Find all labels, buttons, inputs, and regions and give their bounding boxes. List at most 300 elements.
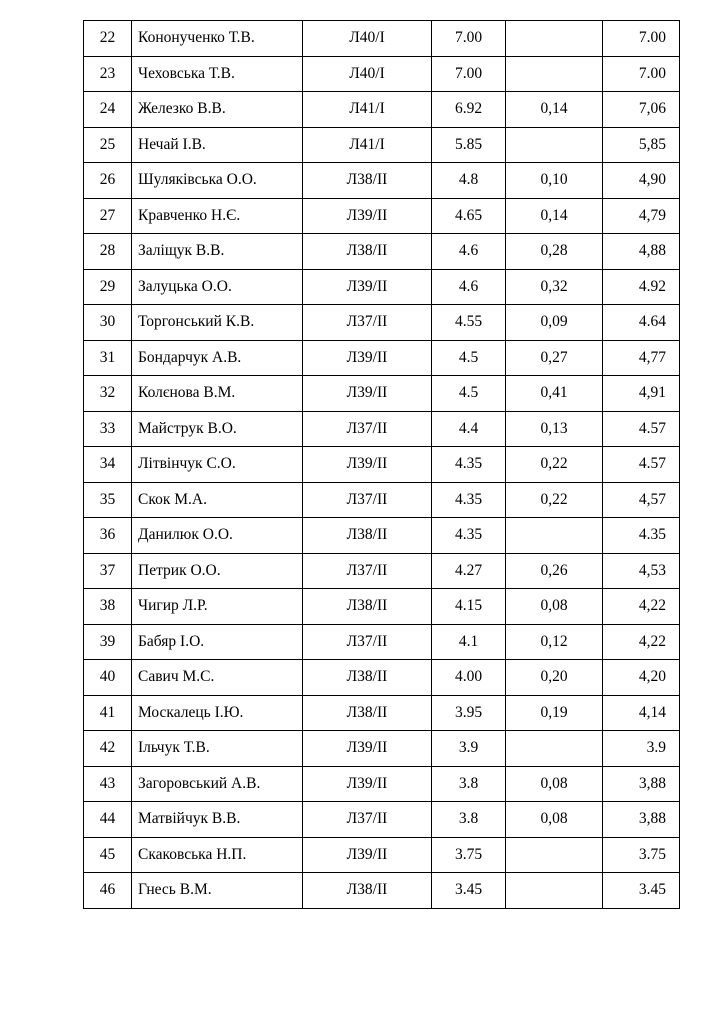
row-number: 43 — [99, 774, 116, 792]
bonus-cell — [506, 873, 603, 909]
group-code: Л40/І — [349, 29, 385, 46]
student-name: Шуляківська О.О. — [138, 171, 257, 188]
score-cell — [432, 163, 506, 199]
total: 3.45 — [638, 881, 666, 898]
row-number: 40 — [99, 668, 116, 685]
score-cell — [432, 269, 506, 305]
bonus — [506, 731, 602, 740]
total-cell — [603, 21, 680, 57]
row-number-cell — [84, 482, 132, 518]
group-code-cell — [303, 695, 432, 731]
score-cell — [432, 802, 506, 838]
row-number: 32 — [99, 384, 116, 401]
score-cell — [432, 56, 506, 92]
group-code: Л38/ІІ — [346, 171, 388, 188]
group-code-cell — [303, 873, 432, 909]
group-code: Л39/ІІ — [346, 348, 388, 366]
bonus — [506, 57, 602, 66]
row-number: 44 — [99, 810, 116, 827]
student-name-cell — [132, 482, 303, 518]
student-name: Бабяр І.О. — [138, 632, 205, 650]
row-number-cell — [84, 340, 132, 376]
group-code: Л39/ІІ — [346, 774, 388, 792]
row-number-cell — [84, 163, 132, 199]
row-number-cell — [84, 589, 132, 625]
student-name-cell — [132, 553, 303, 589]
score: 3.9 — [458, 739, 479, 756]
bonus-cell — [506, 482, 603, 518]
bonus: 0,08 — [540, 597, 568, 614]
row-number-cell — [84, 873, 132, 909]
student-name-cell — [132, 447, 303, 483]
group-code: Л37/ІІ — [346, 810, 388, 827]
student-name: Колєнова В.М. — [138, 384, 236, 401]
table-row — [84, 695, 680, 731]
total: 4.92 — [638, 277, 666, 295]
row-number: 41 — [99, 703, 116, 721]
total: 4.57 — [638, 455, 666, 472]
student-name-cell — [132, 766, 303, 802]
student-name-cell — [132, 731, 303, 767]
score: 4.6 — [458, 242, 479, 259]
group-code-cell — [303, 553, 432, 589]
table-row — [84, 660, 680, 696]
total: 4.35 — [638, 526, 666, 543]
bonus: 0,28 — [540, 242, 568, 259]
group-code: Л39/ІІ — [346, 384, 388, 401]
table-row — [84, 269, 680, 305]
table-row — [84, 411, 680, 447]
student-name: Залуцька О.О. — [138, 277, 232, 295]
score-cell — [432, 873, 506, 909]
bonus-cell — [506, 198, 603, 234]
student-name-cell — [132, 56, 303, 92]
student-name-cell — [132, 198, 303, 234]
student-name: Савич М.С. — [138, 668, 215, 685]
total: 3,88 — [638, 810, 666, 827]
total-cell — [603, 589, 680, 625]
bonus: 0,19 — [540, 703, 568, 721]
score: 3.8 — [458, 774, 479, 792]
table-row — [84, 127, 680, 163]
group-code-cell — [303, 482, 432, 518]
bonus: 0,08 — [540, 810, 568, 827]
score: 5.85 — [454, 135, 483, 153]
total-cell — [603, 305, 680, 341]
student-name: Ільчук Т.В. — [138, 739, 210, 756]
table-row — [84, 518, 680, 554]
score-cell — [432, 731, 506, 767]
total-cell — [603, 163, 680, 199]
student-name-cell — [132, 411, 303, 447]
group-code: Л39/ІІ — [346, 277, 388, 295]
row-number: 46 — [99, 881, 116, 898]
grades-table — [83, 20, 680, 909]
score: 3.45 — [454, 881, 483, 898]
table-row — [84, 92, 680, 128]
group-code-cell — [303, 411, 432, 447]
total: 3.75 — [638, 845, 666, 863]
row-number-cell — [84, 766, 132, 802]
group-code-cell — [303, 340, 432, 376]
bonus-cell — [506, 340, 603, 376]
student-name: Железко В.В. — [138, 100, 226, 117]
row-number: 33 — [99, 419, 116, 437]
student-name-cell — [132, 837, 303, 873]
bonus-cell — [506, 589, 603, 625]
student-name: Майструк В.О. — [138, 419, 237, 437]
row-number-cell — [84, 553, 132, 589]
total: 4,22 — [638, 632, 666, 650]
bonus: 0,12 — [540, 632, 568, 650]
row-number: 28 — [99, 242, 116, 259]
table-row — [84, 731, 680, 767]
student-name: Заліщук В.В. — [138, 242, 225, 259]
score: 4.5 — [458, 348, 479, 366]
bonus-cell — [506, 21, 603, 57]
row-number: 22 — [99, 29, 116, 46]
student-name-cell — [132, 624, 303, 660]
total: 4,14 — [638, 703, 666, 721]
score-cell — [432, 305, 506, 341]
row-number: 24 — [99, 100, 116, 117]
bonus-cell — [506, 376, 603, 412]
group-code-cell — [303, 21, 432, 57]
student-name: Скок М.А. — [138, 490, 207, 508]
bonus-cell — [506, 163, 603, 199]
row-number-cell — [84, 837, 132, 873]
row-number-cell — [84, 376, 132, 412]
group-code-cell — [303, 837, 432, 873]
student-name: Нечай І.В. — [138, 135, 206, 153]
group-code-cell — [303, 660, 432, 696]
group-code-cell — [303, 731, 432, 767]
bonus: 0,41 — [540, 384, 568, 401]
group-code-cell — [303, 92, 432, 128]
student-name-cell — [132, 802, 303, 838]
total-cell — [603, 411, 680, 447]
score: 4.65 — [454, 206, 483, 224]
student-name: Бондарчук А.В. — [138, 348, 242, 366]
row-number: 25 — [99, 135, 116, 153]
row-number-cell — [84, 660, 132, 696]
group-code-cell — [303, 624, 432, 660]
student-name: Гнесь В.М. — [138, 881, 212, 898]
bonus-cell — [506, 660, 603, 696]
total-cell — [603, 127, 680, 163]
bonus-cell — [506, 127, 603, 163]
table-row — [84, 163, 680, 199]
total: 4,79 — [638, 206, 666, 224]
score: 6.92 — [454, 100, 483, 117]
score-cell — [432, 234, 506, 270]
group-code: Л38/ІІ — [346, 526, 388, 543]
group-code: Л40/І — [349, 64, 385, 82]
score: 4.55 — [454, 313, 483, 330]
score-cell — [432, 837, 506, 873]
bonus-cell — [506, 411, 603, 447]
bonus-cell — [506, 695, 603, 731]
score-cell — [432, 766, 506, 802]
total: 4,22 — [638, 597, 666, 614]
bonus-cell — [506, 56, 603, 92]
student-name-cell — [132, 376, 303, 412]
bonus: 0,27 — [540, 348, 568, 366]
total-cell — [603, 837, 680, 873]
group-code: Л39/ІІ — [346, 739, 388, 756]
score-cell — [432, 92, 506, 128]
group-code-cell — [303, 589, 432, 625]
group-code-cell — [303, 269, 432, 305]
score-cell — [432, 518, 506, 554]
table-row — [84, 56, 680, 92]
bonus — [506, 21, 602, 30]
group-code-cell — [303, 234, 432, 270]
bonus: 0,08 — [540, 774, 568, 792]
total: 4,20 — [638, 668, 666, 685]
total: 3,88 — [638, 774, 666, 792]
score-cell — [432, 127, 506, 163]
group-code: Л37/ІІ — [346, 313, 388, 330]
student-name-cell — [132, 163, 303, 199]
total-cell — [603, 447, 680, 483]
bonus: 0,14 — [540, 206, 568, 224]
table-row — [84, 305, 680, 341]
group-code-cell — [303, 56, 432, 92]
bonus-cell — [506, 92, 603, 128]
score: 7.00 — [454, 64, 483, 82]
score: 4.35 — [454, 455, 483, 472]
student-name-cell — [132, 269, 303, 305]
student-name: Кравченко Н.Є. — [138, 206, 241, 224]
row-number-cell — [84, 92, 132, 128]
total: 4.57 — [638, 419, 666, 437]
row-number: 39 — [99, 632, 116, 650]
score-cell — [432, 376, 506, 412]
table-row — [84, 802, 680, 838]
row-number-cell — [84, 802, 132, 838]
row-number: 26 — [99, 171, 116, 188]
group-code-cell — [303, 127, 432, 163]
score-cell — [432, 21, 506, 57]
student-name-cell — [132, 589, 303, 625]
student-name-cell — [132, 873, 303, 909]
student-name: Загоровський А.В. — [138, 774, 261, 792]
row-number-cell — [84, 21, 132, 57]
student-name: Літвінчук С.О. — [138, 455, 236, 472]
table-row — [84, 234, 680, 270]
row-number-cell — [84, 624, 132, 660]
row-number: 34 — [99, 455, 116, 472]
score-cell — [432, 695, 506, 731]
group-code-cell — [303, 518, 432, 554]
table-row — [84, 837, 680, 873]
row-number-cell — [84, 695, 132, 731]
score: 4.6 — [458, 277, 479, 295]
total: 4.64 — [638, 313, 666, 330]
total: 4,57 — [638, 490, 666, 508]
bonus-cell — [506, 234, 603, 270]
bonus-cell — [506, 305, 603, 341]
bonus: 0,22 — [540, 490, 568, 508]
bonus — [506, 873, 602, 882]
student-name: Кононученко Т.В. — [138, 29, 255, 46]
score: 7.00 — [454, 29, 483, 46]
bonus-cell — [506, 553, 603, 589]
score: 4.4 — [458, 419, 479, 437]
table-row — [84, 198, 680, 234]
student-name-cell — [132, 234, 303, 270]
total: 7.00 — [638, 29, 666, 46]
total: 3.9 — [646, 739, 666, 756]
student-name: Матвійчук В.В. — [138, 810, 241, 827]
row-number: 45 — [99, 845, 116, 863]
row-number: 27 — [99, 206, 116, 224]
bonus: 0,26 — [540, 561, 568, 579]
group-code: Л39/ІІ — [346, 206, 388, 224]
table-row — [84, 482, 680, 518]
bonus: 0,13 — [540, 419, 568, 437]
total-cell — [603, 766, 680, 802]
score: 4.15 — [454, 597, 483, 614]
group-code: Л39/ІІ — [346, 845, 388, 863]
total: 5,85 — [638, 135, 666, 153]
total: 7,06 — [638, 100, 666, 117]
total-cell — [603, 873, 680, 909]
total-cell — [603, 624, 680, 660]
group-code: Л41/І — [349, 135, 385, 153]
bonus: 0,22 — [540, 455, 568, 472]
score-cell — [432, 340, 506, 376]
group-code-cell — [303, 163, 432, 199]
total-cell — [603, 518, 680, 554]
group-code: Л39/ІІ — [346, 455, 388, 472]
bonus: 0,14 — [540, 100, 568, 117]
bonus — [506, 518, 602, 527]
total-cell — [603, 269, 680, 305]
student-name: Данилюк О.О. — [138, 526, 233, 543]
table-row — [84, 589, 680, 625]
total-cell — [603, 56, 680, 92]
total-cell — [603, 802, 680, 838]
bonus-cell — [506, 447, 603, 483]
table-row — [84, 447, 680, 483]
score-cell — [432, 624, 506, 660]
table-row — [84, 873, 680, 909]
row-number-cell — [84, 269, 132, 305]
score-cell — [432, 482, 506, 518]
row-number: 35 — [99, 490, 116, 508]
bonus: 0,32 — [540, 277, 568, 295]
row-number-cell — [84, 518, 132, 554]
row-number: 42 — [99, 739, 116, 756]
total-cell — [603, 482, 680, 518]
student-name-cell — [132, 518, 303, 554]
total: 4,88 — [638, 242, 666, 259]
group-code: Л41/І — [349, 100, 385, 117]
total-cell — [603, 660, 680, 696]
student-name-cell — [132, 92, 303, 128]
score: 4.35 — [454, 526, 483, 543]
score-cell — [432, 198, 506, 234]
group-code: Л38/ІІ — [346, 668, 388, 685]
student-name: Торгонський К.В. — [138, 313, 255, 330]
total: 7.00 — [638, 64, 666, 82]
student-name: Скаковська Н.П. — [138, 845, 247, 863]
student-name-cell — [132, 660, 303, 696]
group-code: Л37/ІІ — [346, 419, 388, 437]
total-cell — [603, 234, 680, 270]
bonus — [506, 838, 602, 847]
total: 4,90 — [638, 171, 666, 188]
score-cell — [432, 553, 506, 589]
total-cell — [603, 731, 680, 767]
grades-table-body — [84, 21, 680, 909]
row-number: 31 — [99, 348, 116, 366]
bonus-cell — [506, 837, 603, 873]
score-cell — [432, 447, 506, 483]
score: 4.8 — [458, 171, 479, 188]
score: 4.5 — [458, 384, 479, 401]
group-code-cell — [303, 305, 432, 341]
row-number: 29 — [99, 277, 116, 295]
row-number: 36 — [99, 526, 116, 543]
row-number: 23 — [99, 64, 116, 82]
student-name-cell — [132, 21, 303, 57]
bonus-cell — [506, 269, 603, 305]
score: 4.00 — [454, 668, 483, 685]
group-code: Л38/ІІ — [346, 597, 388, 614]
bonus: 0,09 — [540, 313, 568, 330]
bonus-cell — [506, 518, 603, 554]
group-code: Л38/ІІ — [346, 881, 388, 898]
table-row — [84, 553, 680, 589]
score: 4.27 — [454, 561, 483, 579]
score: 3.95 — [454, 703, 483, 721]
table-row — [84, 376, 680, 412]
row-number: 37 — [99, 561, 116, 579]
score: 4.1 — [458, 632, 479, 650]
bonus-cell — [506, 802, 603, 838]
student-name-cell — [132, 340, 303, 376]
student-name: Чигир Л.Р. — [138, 597, 208, 614]
bonus-cell — [506, 766, 603, 802]
group-code: Л37/ІІ — [346, 561, 388, 579]
total-cell — [603, 198, 680, 234]
total-cell — [603, 340, 680, 376]
score: 3.8 — [458, 810, 479, 827]
bonus-cell — [506, 624, 603, 660]
row-number: 30 — [99, 313, 116, 330]
total: 4,77 — [638, 348, 666, 366]
student-name: Петрик О.О. — [138, 561, 221, 579]
total-cell — [603, 553, 680, 589]
row-number-cell — [84, 234, 132, 270]
total-cell — [603, 376, 680, 412]
group-code: Л37/ІІ — [346, 490, 388, 508]
table-row — [84, 624, 680, 660]
group-code-cell — [303, 376, 432, 412]
student-name-cell — [132, 305, 303, 341]
student-name-cell — [132, 127, 303, 163]
student-name: Москалець І.Ю. — [138, 703, 244, 721]
row-number-cell — [84, 305, 132, 341]
group-code-cell — [303, 802, 432, 838]
row-number: 38 — [99, 597, 116, 614]
group-code: Л38/ІІ — [346, 242, 388, 259]
score-cell — [432, 660, 506, 696]
group-code-cell — [303, 198, 432, 234]
